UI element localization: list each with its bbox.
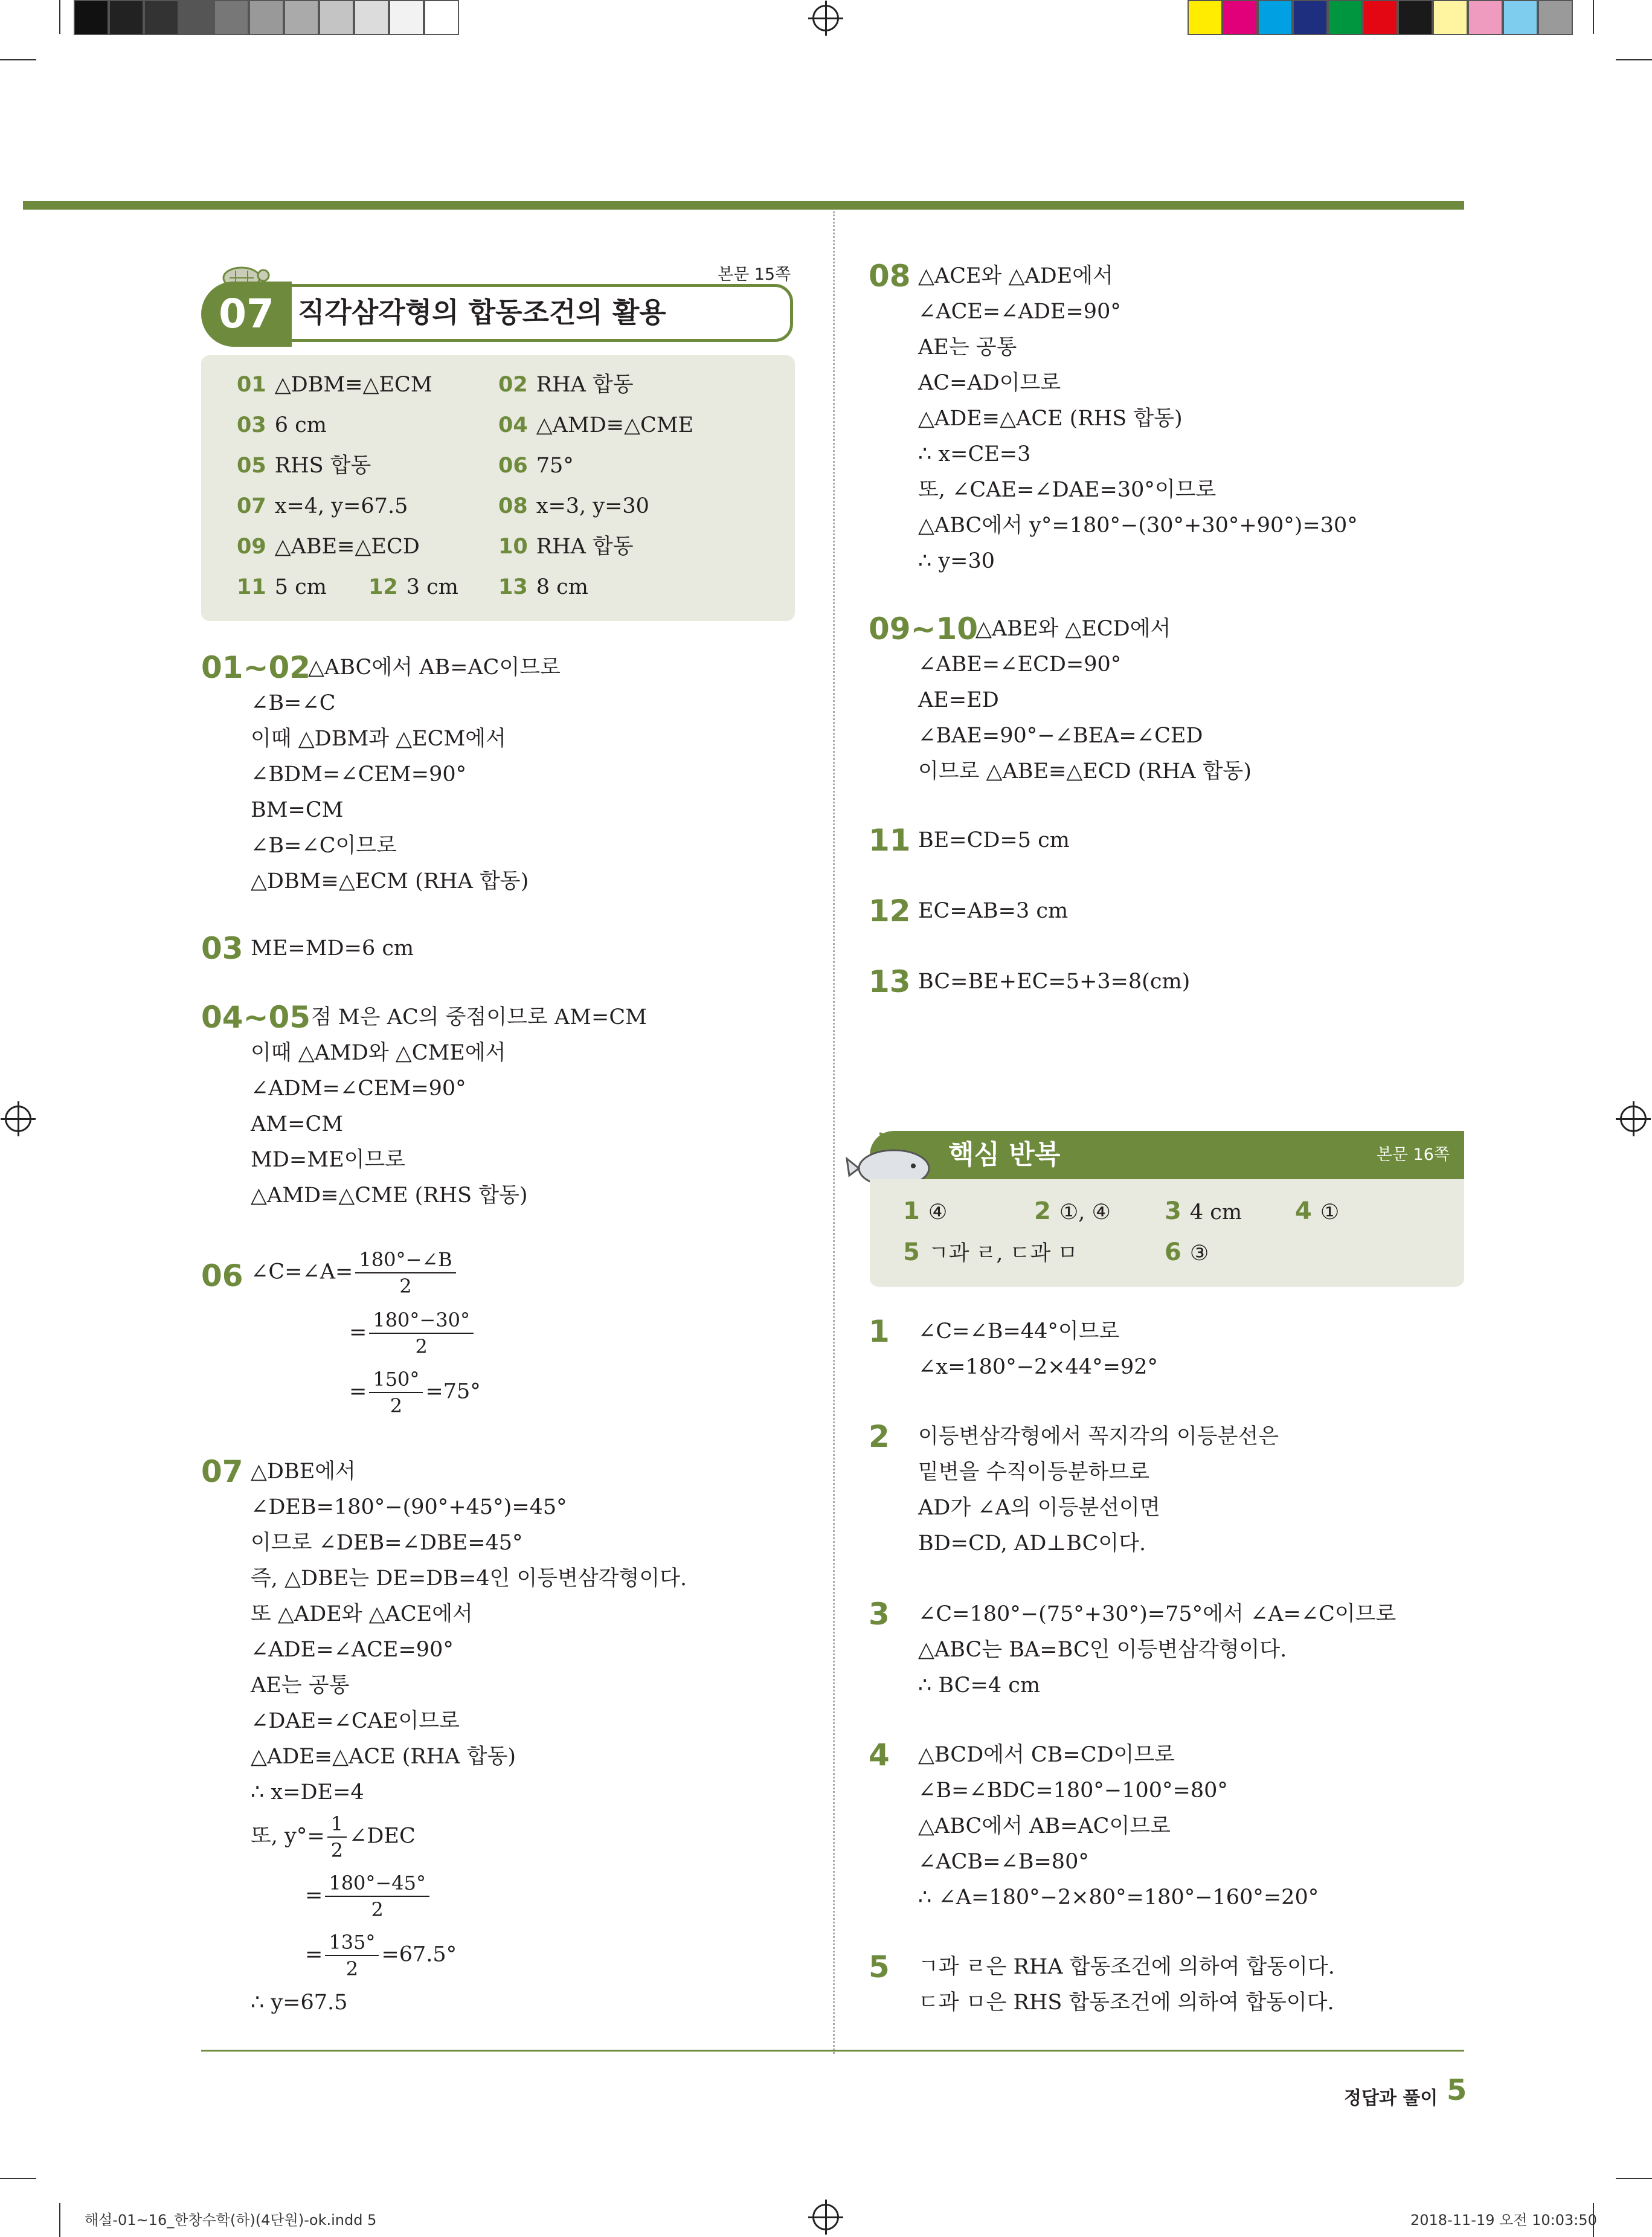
solution-line: BD=CD, AD⊥BC이다.	[918, 1531, 1146, 1556]
solution-line: ㄱ과 ㄹ은 RHA 합동조건에 의하여 합동이다.	[918, 1955, 1335, 1979]
solution-line: ∠ACE=∠ADE=90°	[918, 300, 1121, 324]
answer-item: 07 x=4, y=67.5	[237, 494, 408, 518]
answer-item: 3 4 cm	[1165, 1197, 1242, 1225]
solution-line: ∠BAE=90°−∠BEA=∠CED	[918, 724, 1203, 748]
problem-number: 12	[869, 893, 911, 929]
problem-number: 2	[869, 1419, 890, 1454]
grayscale-bar	[74, 0, 459, 35]
solution-line: EC=AB=3 cm	[918, 899, 1069, 923]
solution-line: ∠B=∠C이므로	[251, 834, 397, 858]
problem-number: 13	[869, 964, 911, 999]
problem-number: 5	[869, 1949, 890, 1984]
solution-line: ∴ y=30	[918, 549, 995, 573]
solution-line: △ABE와 △ECD에서	[975, 617, 1171, 641]
solution-line: △ACE와 △ADE에서	[918, 264, 1113, 288]
file-name: 해설-01~16_한창수학(하)(4단원)-ok.indd 5	[85, 2212, 377, 2229]
repeat-answer-box	[870, 1179, 1464, 1287]
answer-item: 04 △AMD≡△CME	[498, 413, 694, 437]
solution-line: 이때 △DBM과 △ECM에서	[251, 727, 506, 751]
crop-mark	[1593, 0, 1594, 34]
solution-line: = $\frac{135^\circ}{2}$ =67.5°	[305, 1931, 457, 1980]
solution-line: ∠C=180°−(75°+30°)=75°에서 ∠A=∠C이므로	[918, 1602, 1396, 1626]
solution-line: △ADE≡△ACE (RHA 합동)	[251, 1745, 516, 1769]
solution-line: △BCD에서 CB=CD이므로	[918, 1743, 1175, 1767]
solution-line: ㄷ과 ㅁ은 RHS 합동조건에 의하여 합동이다.	[918, 1991, 1334, 2015]
problem-number: 01~02	[201, 650, 311, 685]
repeat-section-title: 핵심 반복	[948, 1139, 1061, 1170]
solution-line: △ABC에서 y°=180°−(30°+30°+90°)=30°	[918, 513, 1358, 538]
solution-line: ∴ x=DE=4	[251, 1780, 364, 1804]
solution-line: △ABC는 BA=BC인 이등변삼각형이다.	[918, 1638, 1287, 1662]
answer-item: 01 △DBM≡△ECM	[237, 373, 432, 397]
solution-line: ∴ ∠A=180°−2×80°=180°−160°=20°	[918, 1885, 1319, 1910]
answer-item: 11 5 cm	[237, 575, 327, 599]
solution-line: ∠DEB=180°−(90°+45°)=45°	[251, 1495, 567, 1519]
solution-line: AE는 공통	[918, 335, 1017, 359]
solution-line: △ABC에서 AB=AC이므로	[308, 655, 561, 680]
color-bar	[1188, 0, 1573, 35]
solution-line: BC=BE+EC=5+3=8(cm)	[918, 970, 1191, 994]
solution-line: 즉, △DBE는 DE=DB=4인 이등변삼각형이다.	[251, 1566, 687, 1591]
solution-line: 이므로 △ABE≡△ECD (RHA 합동)	[918, 759, 1252, 784]
problem-number: 11	[869, 823, 911, 858]
crop-mark	[1616, 2178, 1652, 2179]
footer-label: 정답과 풀이	[1344, 2088, 1438, 2109]
solution-line: BE=CD=5 cm	[918, 828, 1070, 852]
fraction: $\frac{180^\circ-30^\circ}{2}$	[369, 1307, 474, 1359]
solution-line: AE는 공통	[251, 1673, 350, 1698]
page-number: 5	[1447, 2073, 1467, 2107]
solution-line: ∠B=∠BDC=180°−100°=80°	[918, 1778, 1228, 1803]
solution-line: = $\frac{180^\circ-30^\circ}{2}$	[349, 1307, 476, 1359]
solution-line: 이므로 ∠DEB=∠DBE=45°	[251, 1531, 523, 1555]
fraction: $\frac{150^\circ}{2}$	[369, 1366, 423, 1418]
answer-item: 13 8 cm	[498, 575, 588, 599]
page-reference: 본문 16쪽	[1376, 1145, 1450, 1164]
answer-item: 08 x=3, y=30	[498, 494, 649, 518]
answer-item: 1 ④	[903, 1197, 948, 1225]
section-header	[201, 284, 795, 344]
solution-line: ∠ABE=∠ECD=90°	[918, 652, 1122, 677]
crop-mark	[59, 2203, 60, 2237]
solution-line: 밑변을 수직이등분하므로	[918, 1460, 1150, 1484]
solution-line: ∠x=180°−2×44°=92°	[918, 1355, 1159, 1379]
solution-line: ∠C=∠B=44°이므로	[918, 1319, 1120, 1344]
fraction: $\frac{135^\circ}{2}$	[325, 1930, 379, 1981]
answer-item: 4 ①	[1295, 1197, 1340, 1225]
solution-line: AM=CM	[251, 1112, 344, 1136]
solution-line: ∠C=∠A= $\frac{180^\circ-\angle B}{2}$	[251, 1247, 458, 1299]
registration-mark-icon	[5, 1106, 31, 1132]
solution-line: △AMD≡△CME (RHS 합동)	[251, 1183, 528, 1208]
problem-number: 3	[869, 1597, 890, 1632]
solution-line: △DBM≡△ECM (RHA 합동)	[251, 869, 529, 893]
problem-number: 08	[869, 259, 911, 294]
crop-mark	[1616, 59, 1652, 60]
problem-number: 06	[201, 1258, 243, 1293]
crop-mark	[0, 2178, 36, 2179]
registration-mark-icon	[812, 2204, 839, 2230]
answer-item: 12 3 cm	[368, 575, 458, 599]
section-title: 직각삼각형의 합동조건의 활용	[298, 296, 666, 329]
solution-line: = $\frac{180^\circ-45^\circ}{2}$	[305, 1870, 432, 1922]
solution-line: 점 M은 AC의 중점이므로 AM=CM	[311, 1005, 647, 1029]
section-number: 07	[201, 282, 292, 347]
solution-line: △DBE에서	[251, 1460, 356, 1484]
answer-item: 05 RHS 합동	[237, 454, 371, 478]
solution-line: 또 △ADE와 △ACE에서	[251, 1602, 473, 1626]
column-divider	[833, 211, 835, 2054]
answer-item: 06 75°	[498, 454, 574, 478]
answer-item: 02 RHA 합동	[498, 373, 634, 397]
crop-mark	[0, 59, 36, 60]
registration-mark-icon	[812, 5, 839, 31]
solution-line: ∠ADM=∠CEM=90°	[251, 1077, 466, 1101]
fraction: $\frac{1}{2}$	[327, 1811, 347, 1863]
answer-item: 2 ①, ④	[1034, 1197, 1111, 1225]
solution-line: 이때 △AMD와 △CME에서	[251, 1041, 506, 1065]
solution-line: ME=MD=6 cm	[251, 936, 414, 961]
answer-item: 03 6 cm	[237, 413, 327, 437]
problem-number: 1	[869, 1314, 890, 1349]
answer-item: 10 RHA 합동	[498, 535, 634, 559]
crop-mark	[59, 0, 60, 34]
problem-number: 07	[201, 1454, 243, 1489]
print-datetime: 2018-11-19 오전 10:03:50	[1410, 2212, 1597, 2229]
solution-line: 이등변삼각형에서 꼭지각의 이등분선은	[918, 1424, 1279, 1449]
solution-line: ∠DAE=∠CAE이므로	[251, 1709, 460, 1733]
solution-line: ∠B=∠C	[251, 691, 336, 715]
problem-number: 04~05	[201, 1000, 311, 1035]
page-reference: 본문 15쪽	[718, 265, 791, 284]
top-rule	[23, 201, 1464, 210]
solution-line: ∠ADE=∠ACE=90°	[251, 1638, 454, 1662]
bottom-rule	[201, 2050, 1464, 2052]
solution-line: 또, y°= $\frac{1}{2}$ ∠DEC	[251, 1812, 416, 1862]
solution-line: AC=AD이므로	[918, 371, 1061, 395]
problem-number: 03	[201, 931, 243, 966]
repeat-section-header	[870, 1131, 1464, 1179]
fraction: $\frac{180^\circ-45^\circ}{2}$	[325, 1870, 429, 1922]
problem-number: 09~10	[869, 611, 979, 646]
registration-mark-icon	[1620, 1106, 1647, 1132]
answer-item: 6 ③	[1165, 1238, 1209, 1266]
solution-line: ∠ACB=∠B=80°	[918, 1850, 1089, 1874]
solution-line: 또, ∠CAE=∠DAE=30°이므로	[918, 478, 1217, 502]
solution-line: △ABC에서 AB=AC이므로	[918, 1814, 1171, 1838]
problem-number: 4	[869, 1737, 890, 1772]
solution-line: ∴ BC=4 cm	[918, 1673, 1041, 1698]
solution-line: BM=CM	[251, 798, 344, 822]
fraction: $\frac{180^\circ-\angle B}{2}$	[355, 1247, 455, 1299]
answer-item: 5 ㄱ과 ㄹ, ㄷ과 ㅁ	[903, 1238, 1078, 1266]
solution-line: △ADE≡△ACE (RHS 합동)	[918, 407, 1183, 431]
solution-line: ∠BDM=∠CEM=90°	[251, 762, 467, 787]
solution-line: ∴ x=CE=3	[918, 442, 1031, 466]
answer-item: 09 △ABE≡△ECD	[237, 535, 420, 559]
solution-line: ∴ y=67.5	[251, 1991, 348, 2015]
solution-line: = $\frac{150^\circ}{2}$ =75°	[349, 1368, 481, 1417]
solution-line: MD=ME이므로	[251, 1148, 406, 1172]
solution-line: AD가 ∠A의 이등분선이면	[918, 1496, 1160, 1520]
solution-line: AE=ED	[918, 688, 999, 712]
